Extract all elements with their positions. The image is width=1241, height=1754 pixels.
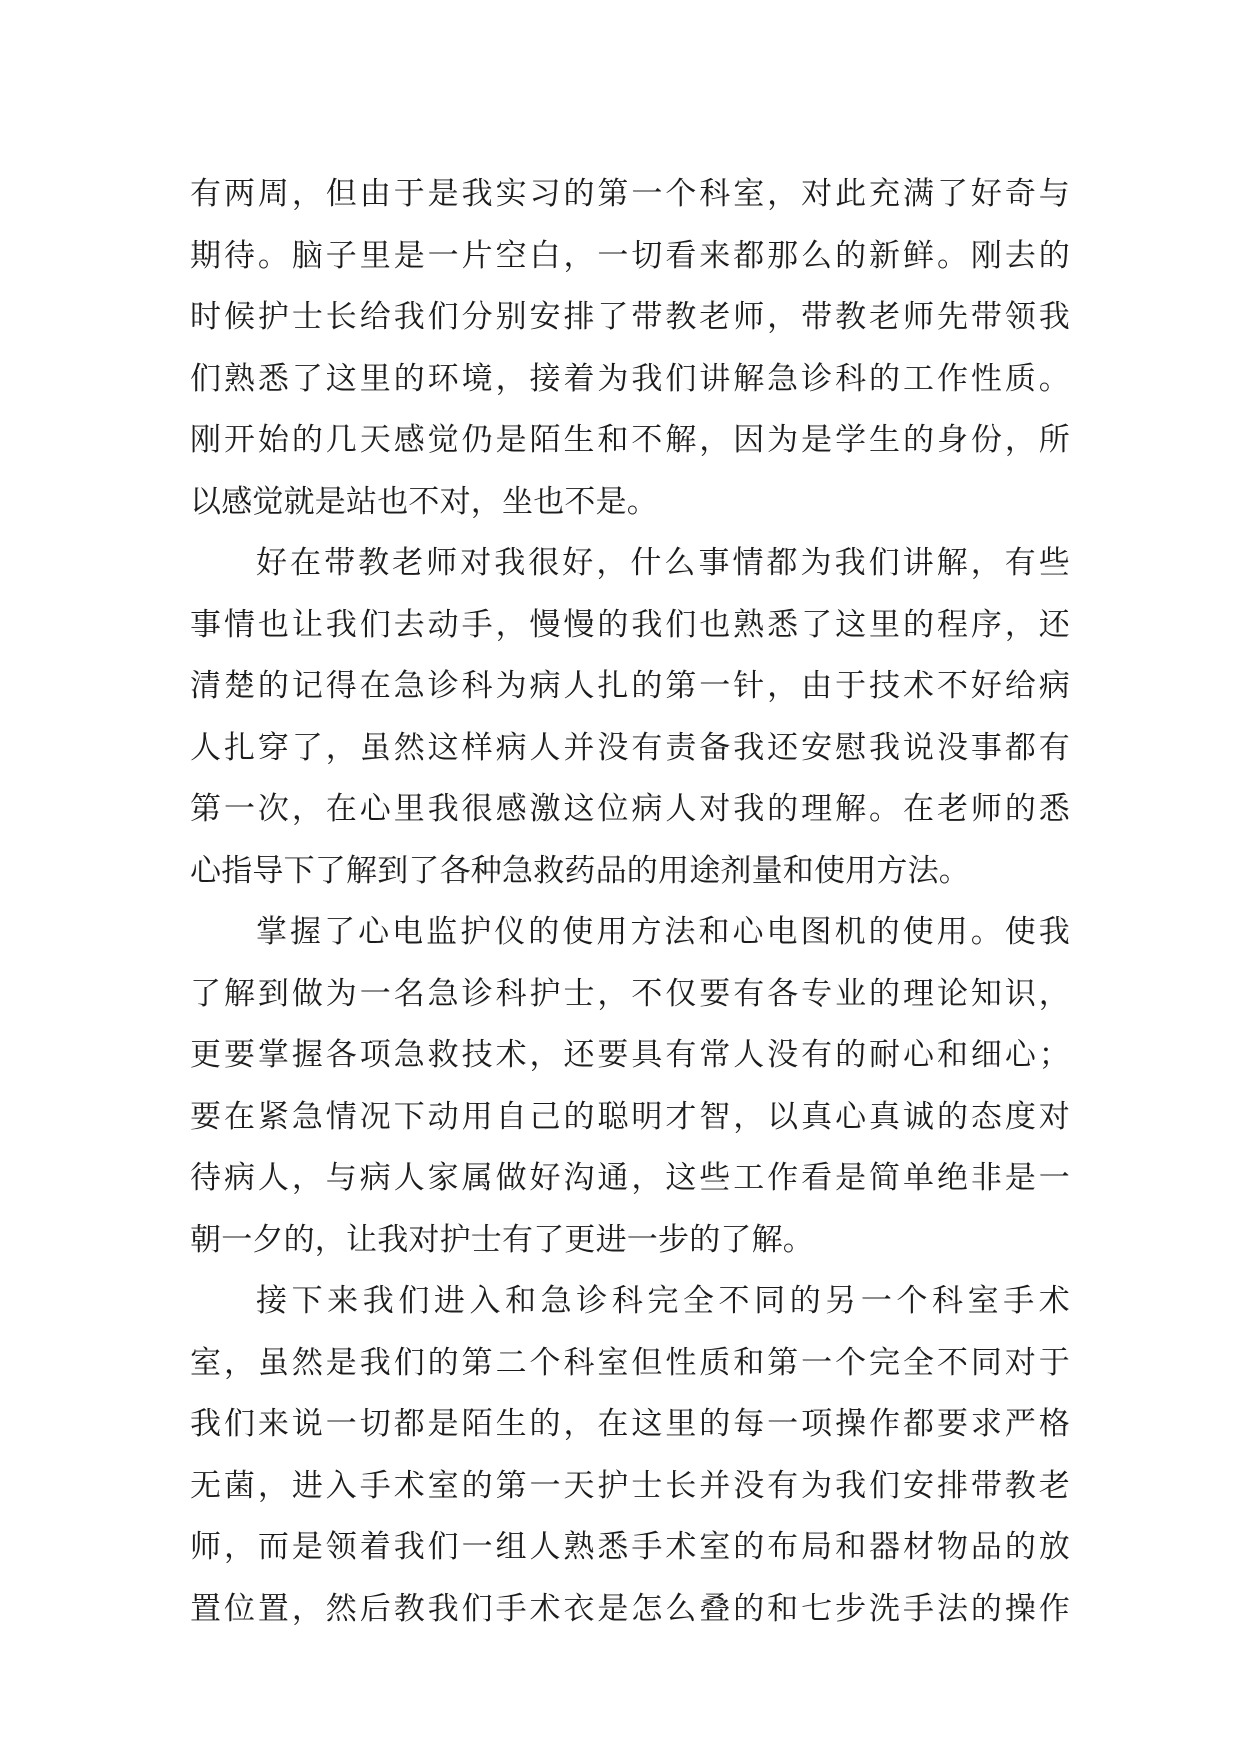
- text-line: 心指导下了解到了各种急救药品的用途剂量和使用方法。: [190, 852, 970, 889]
- paragraph-first-line: 掌握了心电监护仪的使用方法和心电图机的使用。使我: [256, 914, 1070, 950]
- text-line: 朝一夕的，让我对护士有了更进一步的了解。: [190, 1221, 814, 1258]
- text-line: 清楚的记得在急诊科为病人扎的第一针，由于技术不好给病: [190, 668, 1070, 704]
- text-line: 置位置，然后教我们手术衣是怎么叠的和七步洗手法的操作: [190, 1590, 1070, 1627]
- text-line: 时候护士长给我们分别安排了带教老师，带教老师先带领我: [190, 299, 1070, 335]
- text-line: 无菌，进入手术室的第一天护士长并没有为我们安排带教老: [190, 1467, 1070, 1504]
- text-line: 第一次，在心里我很感激这位病人对我的理解。在老师的悉: [190, 791, 1070, 827]
- text-line: 室，虽然是我们的第二个科室但性质和第一个完全不同对于: [190, 1344, 1070, 1381]
- text-line: 了解到做为一名急诊科护士，不仅要有各专业的理论知识，: [190, 975, 1070, 1012]
- paragraph-first-line: 接下来我们进入和急诊科完全不同的另一个科室手术: [256, 1283, 1070, 1319]
- text-line: 们熟悉了这里的环境，接着为我们讲解急诊科的工作性质。: [190, 360, 1070, 397]
- text-line: 待病人，与病人家属做好沟通，这些工作看是简单绝非是一: [190, 1160, 1070, 1196]
- text-line: 更要掌握各项急救技术，还要具有常人没有的耐心和细心；: [190, 1037, 1070, 1073]
- text-line: 我们来说一切都是陌生的，在这里的每一项操作都要求严格: [190, 1406, 1070, 1442]
- text-line: 人扎穿了，虽然这样病人并没有责备我还安慰我说没事都有: [190, 729, 1070, 766]
- text-line: 以感觉就是站也不对，坐也不是。: [190, 483, 658, 520]
- document-body: [190, 164, 1070, 1640]
- text-line: 要在紧急情况下动用自己的聪明才智，以真心真诚的态度对: [190, 1098, 1070, 1135]
- text-line: 期待。脑子里是一片空白，一切看来都那么的新鲜。刚去的: [190, 237, 1070, 274]
- text-line: 有两周，但由于是我实习的第一个科室，对此充满了好奇与: [190, 176, 1070, 212]
- text-line: 刚开始的几天感觉仍是陌生和不解，因为是学生的身份，所: [190, 422, 1070, 458]
- text-line: 师，而是领着我们一组人熟悉手术室的布局和器材物品的放: [190, 1529, 1070, 1565]
- paragraph-first-line: 好在带教老师对我很好，什么事情都为我们讲解，有些: [256, 545, 1070, 581]
- text-line: 事情也让我们去动手，慢慢的我们也熟悉了这里的程序，还: [190, 606, 1070, 643]
